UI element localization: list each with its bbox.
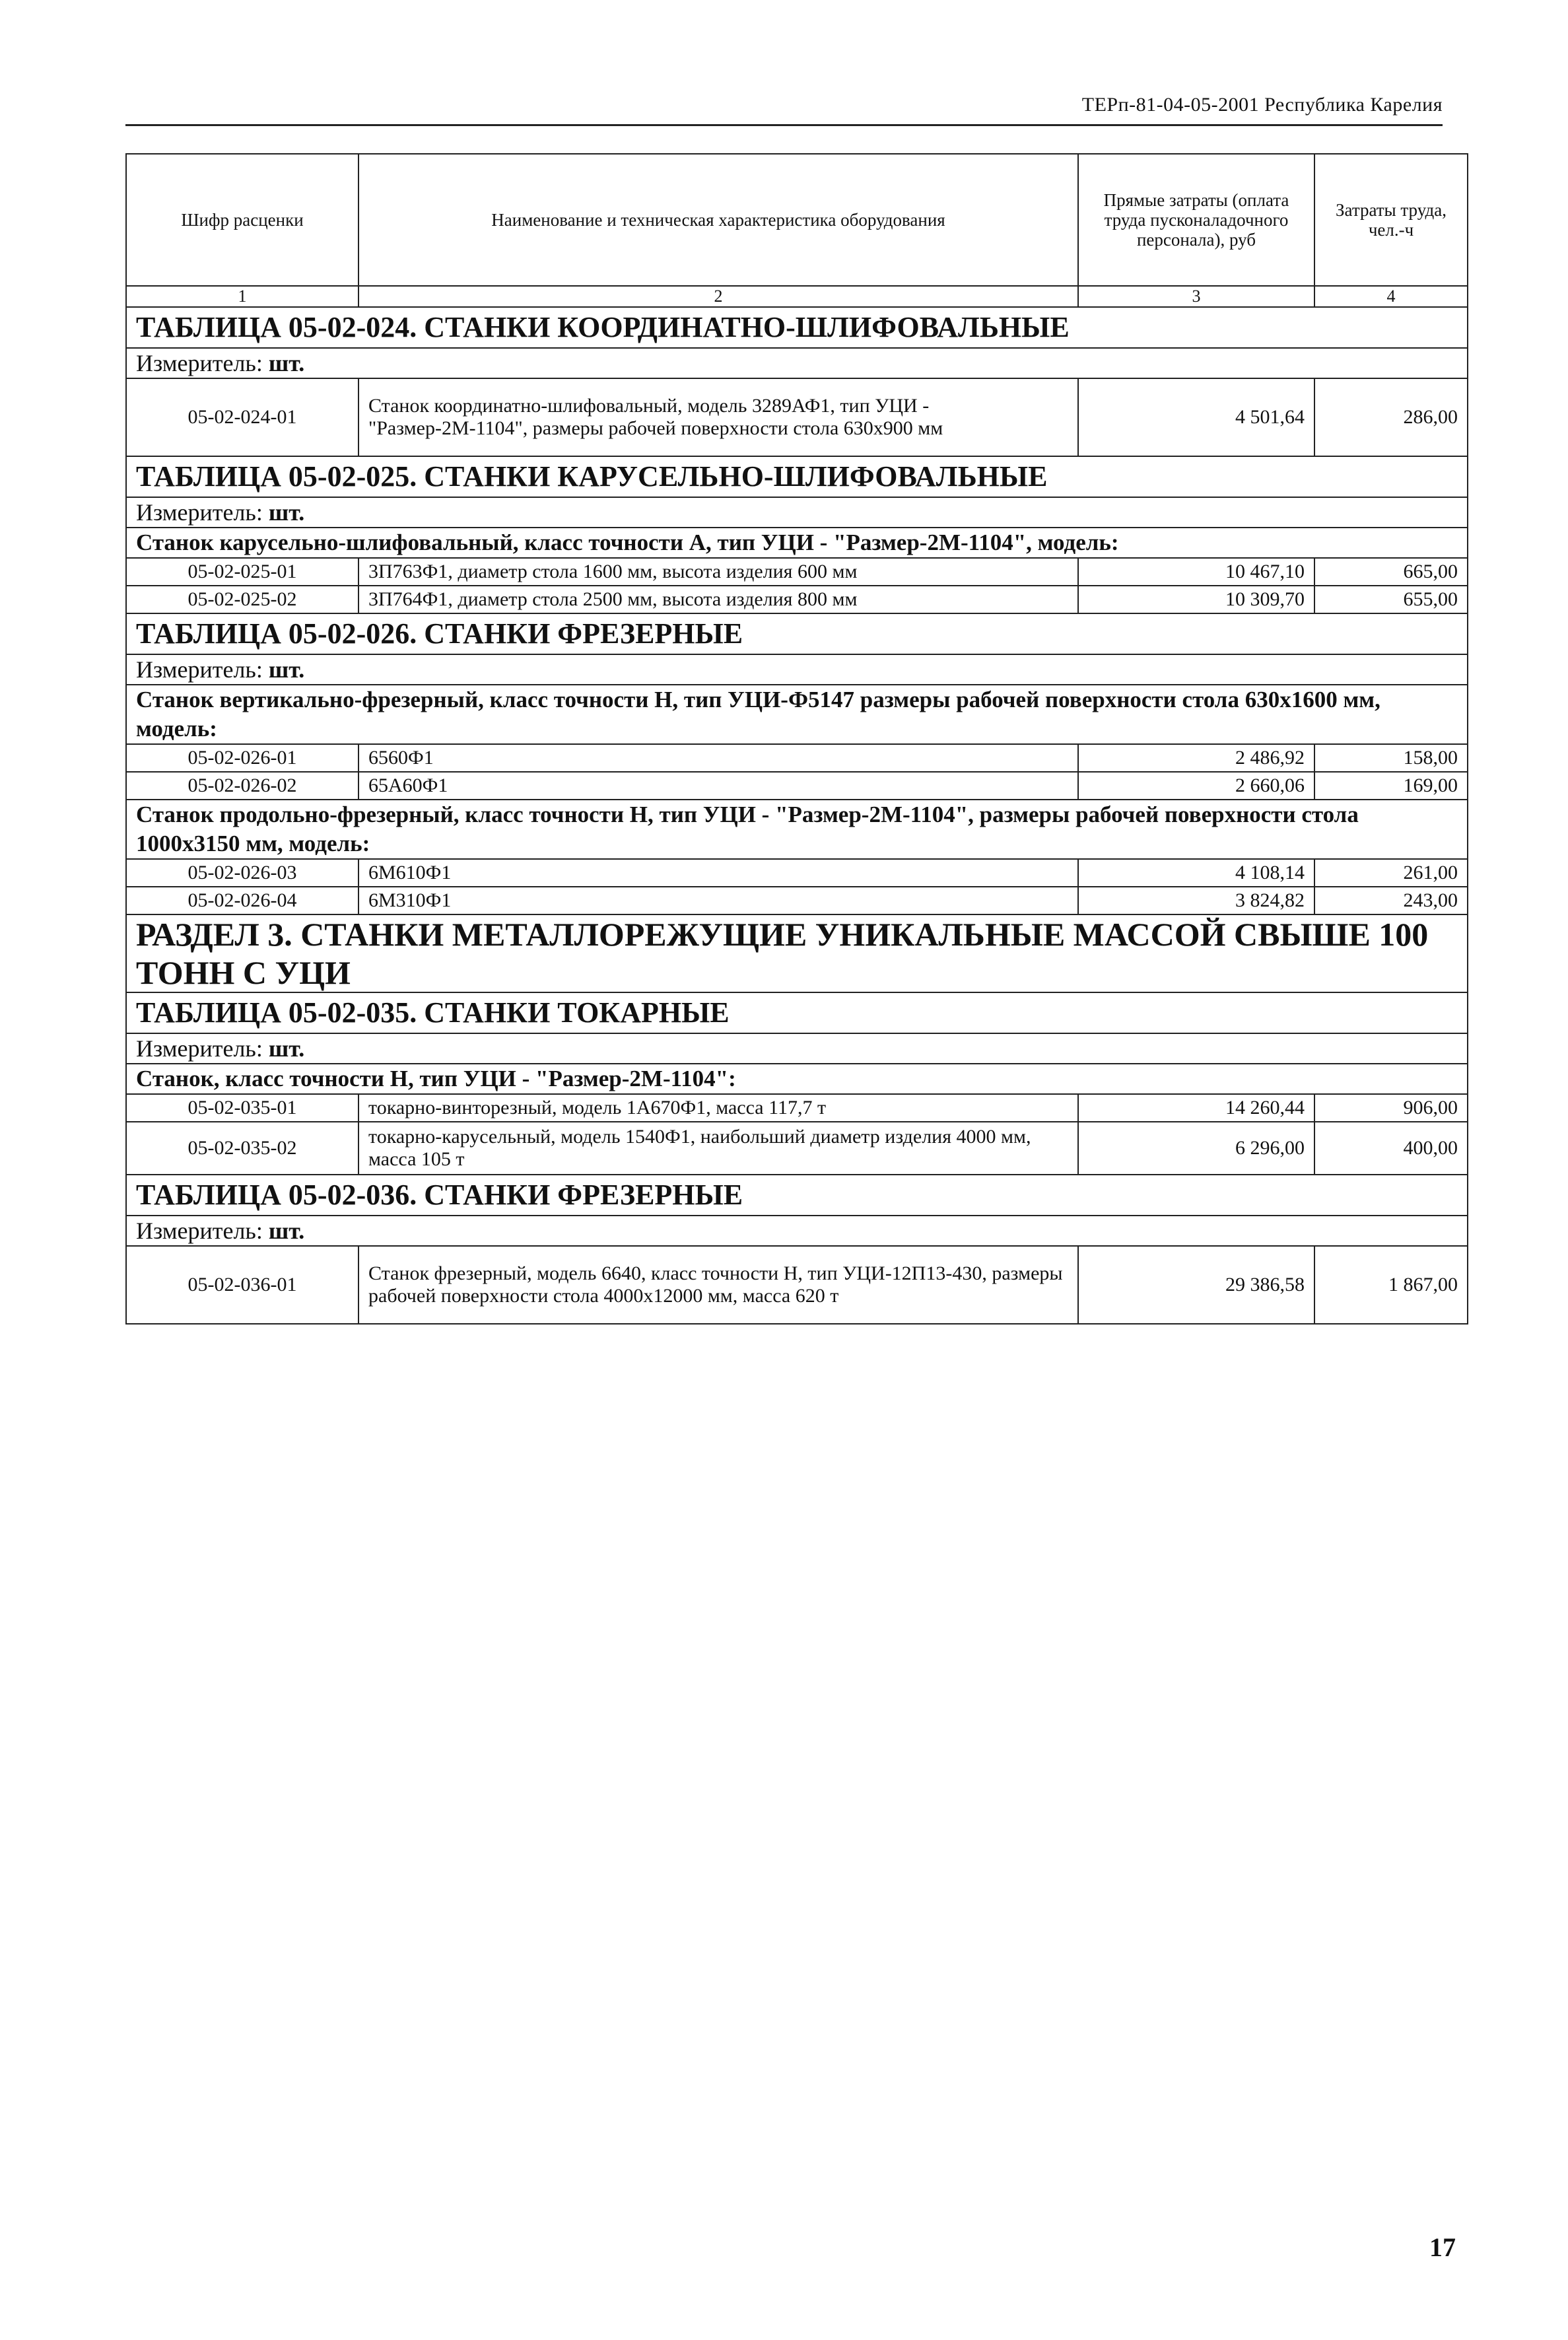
unit-label: Измеритель: (136, 1035, 263, 1062)
rate-code: 05-02-035-02 (126, 1122, 358, 1175)
group-heading: Станок вертикально-фрезерный, класс точности Н, тип УЦИ-Ф5147 размеры рабочей поверхности стола 630х1600 мм, модель: (126, 685, 1468, 744)
rates-table (125, 153, 1468, 1325)
column-number: 1 (126, 286, 358, 307)
equipment-name: Станок координатно-шлифовальный, модель 3289АФ1, тип УЦИ - "Размер-2М-1104", размеры рабочей поверхности стола 630х900 мм (358, 378, 1078, 456)
labor-cost: 158,00 (1314, 744, 1468, 772)
table-title: ТАБЛИЦА 05-02-024. СТАНКИ КООРДИНАТНО-ШЛИФОВАЛЬНЫЕ (126, 307, 1468, 348)
table-title-row (126, 992, 1468, 1033)
section-heading: РАЗДЕЛ 3. СТАНКИ МЕТАЛЛОРЕЖУЩИЕ УНИКАЛЬНЫЕ МАССОЙ СВЫШЕ 100 ТОНН С УЦИ (126, 914, 1468, 992)
unit-value: шт. (268, 656, 305, 683)
group-heading-row (126, 1064, 1468, 1094)
labor-cost: 169,00 (1314, 772, 1468, 800)
equipment-name: Станок фрезерный, модель 6640, класс точности Н, тип УЦИ-12П13-430, размеры рабочей поверхности стола 4000х12000 мм, масса 620 т (358, 1246, 1078, 1324)
direct-cost: 10 467,10 (1078, 558, 1314, 586)
unit-label: Измеритель: (136, 656, 263, 683)
table-title: ТАБЛИЦА 05-02-035. СТАНКИ ТОКАРНЫЕ (126, 992, 1468, 1033)
column-number-row (126, 286, 1468, 307)
labor-cost: 665,00 (1314, 558, 1468, 586)
labor-cost: 1 867,00 (1314, 1246, 1468, 1324)
table-row (126, 558, 1468, 586)
direct-cost: 4 108,14 (1078, 859, 1314, 887)
table-title-row (126, 456, 1468, 497)
labor-cost: 400,00 (1314, 1122, 1468, 1175)
direct-cost: 2 660,06 (1078, 772, 1314, 800)
rate-code: 05-02-024-01 (126, 378, 358, 456)
direct-cost: 6 296,00 (1078, 1122, 1314, 1175)
column-header-name: Наименование и техническая характеристика оборудования (358, 154, 1078, 286)
table-title: ТАБЛИЦА 05-02-026. СТАНКИ ФРЕЗЕРНЫЕ (126, 613, 1468, 654)
group-heading-row (126, 685, 1468, 744)
table-row (126, 1122, 1468, 1175)
unit-row (126, 1033, 1468, 1064)
direct-cost: 14 260,44 (1078, 1094, 1314, 1122)
unit-value: шт. (268, 1218, 305, 1244)
group-heading-row (126, 800, 1468, 859)
rate-code: 05-02-025-02 (126, 586, 358, 613)
unit-label: Измеритель: (136, 499, 263, 526)
unit-value: шт. (268, 499, 305, 526)
unit-row (126, 654, 1468, 685)
table-row (126, 887, 1468, 914)
equipment-name: 6560Ф1 (358, 744, 1078, 772)
column-header-labor: Затраты труда, чел.-ч (1314, 154, 1468, 286)
table-row (126, 378, 1468, 456)
rate-code: 05-02-026-03 (126, 859, 358, 887)
column-number: 4 (1314, 286, 1468, 307)
unit-label: Измеритель: (136, 350, 263, 376)
equipment-name: 3П764Ф1, диаметр стола 2500 мм, высота изделия 800 мм (358, 586, 1078, 613)
table-row (126, 1246, 1468, 1324)
labor-cost: 906,00 (1314, 1094, 1468, 1122)
group-heading: Станок продольно-фрезерный, класс точности Н, тип УЦИ - "Размер-2М-1104", размеры рабочей поверхности стола 1000х3150 мм, модель: (126, 800, 1468, 859)
column-number: 3 (1078, 286, 1314, 307)
rate-code: 05-02-036-01 (126, 1246, 358, 1324)
group-heading: Станок, класс точности Н, тип УЦИ - "Размер-2М-1104": (126, 1064, 1468, 1094)
labor-cost: 261,00 (1314, 859, 1468, 887)
column-number: 2 (358, 286, 1078, 307)
rate-code: 05-02-026-02 (126, 772, 358, 800)
direct-cost: 10 309,70 (1078, 586, 1314, 613)
document-reference: ТЕРп-81-04-05-2001 Республика Карелия (1081, 94, 1443, 116)
labor-cost: 243,00 (1314, 887, 1468, 914)
equipment-name: 3П763Ф1, диаметр стола 1600 мм, высота изделия 600 мм (358, 558, 1078, 586)
equipment-name: 6М310Ф1 (358, 887, 1078, 914)
labor-cost: 286,00 (1314, 378, 1468, 456)
rate-code: 05-02-026-04 (126, 887, 358, 914)
table-row (126, 744, 1468, 772)
column-header-direct-costs: Прямые затраты (оплата труда пусконаладочного персонала), руб (1078, 154, 1314, 286)
table-title-row (126, 1175, 1468, 1216)
unit-row (126, 497, 1468, 528)
equipment-name: 65А60Ф1 (358, 772, 1078, 800)
group-heading-row (126, 528, 1468, 558)
equipment-name: 6М610Ф1 (358, 859, 1078, 887)
unit-value: шт. (268, 350, 305, 376)
labor-cost: 655,00 (1314, 586, 1468, 613)
header-row (126, 154, 1468, 286)
table-title-row (126, 613, 1468, 654)
table-title: ТАБЛИЦА 05-02-025. СТАНКИ КАРУСЕЛЬНО-ШЛИФОВАЛЬНЫЕ (126, 456, 1468, 497)
header-rule (125, 124, 1443, 126)
column-header-code: Шифр расценки (126, 154, 358, 286)
table-row (126, 586, 1468, 613)
table-title: ТАБЛИЦА 05-02-036. СТАНКИ ФРЕЗЕРНЫЕ (126, 1175, 1468, 1216)
rate-code: 05-02-035-01 (126, 1094, 358, 1122)
unit-value: шт. (268, 1035, 305, 1062)
unit-label: Измеритель: (136, 1218, 263, 1244)
unit-row (126, 1216, 1468, 1246)
table-title-row (126, 307, 1468, 348)
equipment-name: токарно-винторезный, модель 1А670Ф1, масса 117,7 т (358, 1094, 1078, 1122)
equipment-name: токарно-карусельный, модель 1540Ф1, наибольший диаметр изделия 4000 мм, масса 105 т (358, 1122, 1078, 1175)
page-number: 17 (1429, 2232, 1456, 2262)
group-heading: Станок карусельно-шлифовальный, класс точности А, тип УЦИ - "Размер-2М-1104", модель: (126, 528, 1468, 558)
table-row (126, 772, 1468, 800)
rate-code: 05-02-025-01 (126, 558, 358, 586)
section-heading-row (126, 914, 1468, 992)
direct-cost: 29 386,58 (1078, 1246, 1314, 1324)
table-row (126, 1094, 1468, 1122)
rate-code: 05-02-026-01 (126, 744, 358, 772)
direct-cost: 3 824,82 (1078, 887, 1314, 914)
table-row (126, 859, 1468, 887)
direct-cost: 4 501,64 (1078, 378, 1314, 456)
unit-row (126, 348, 1468, 378)
direct-cost: 2 486,92 (1078, 744, 1314, 772)
